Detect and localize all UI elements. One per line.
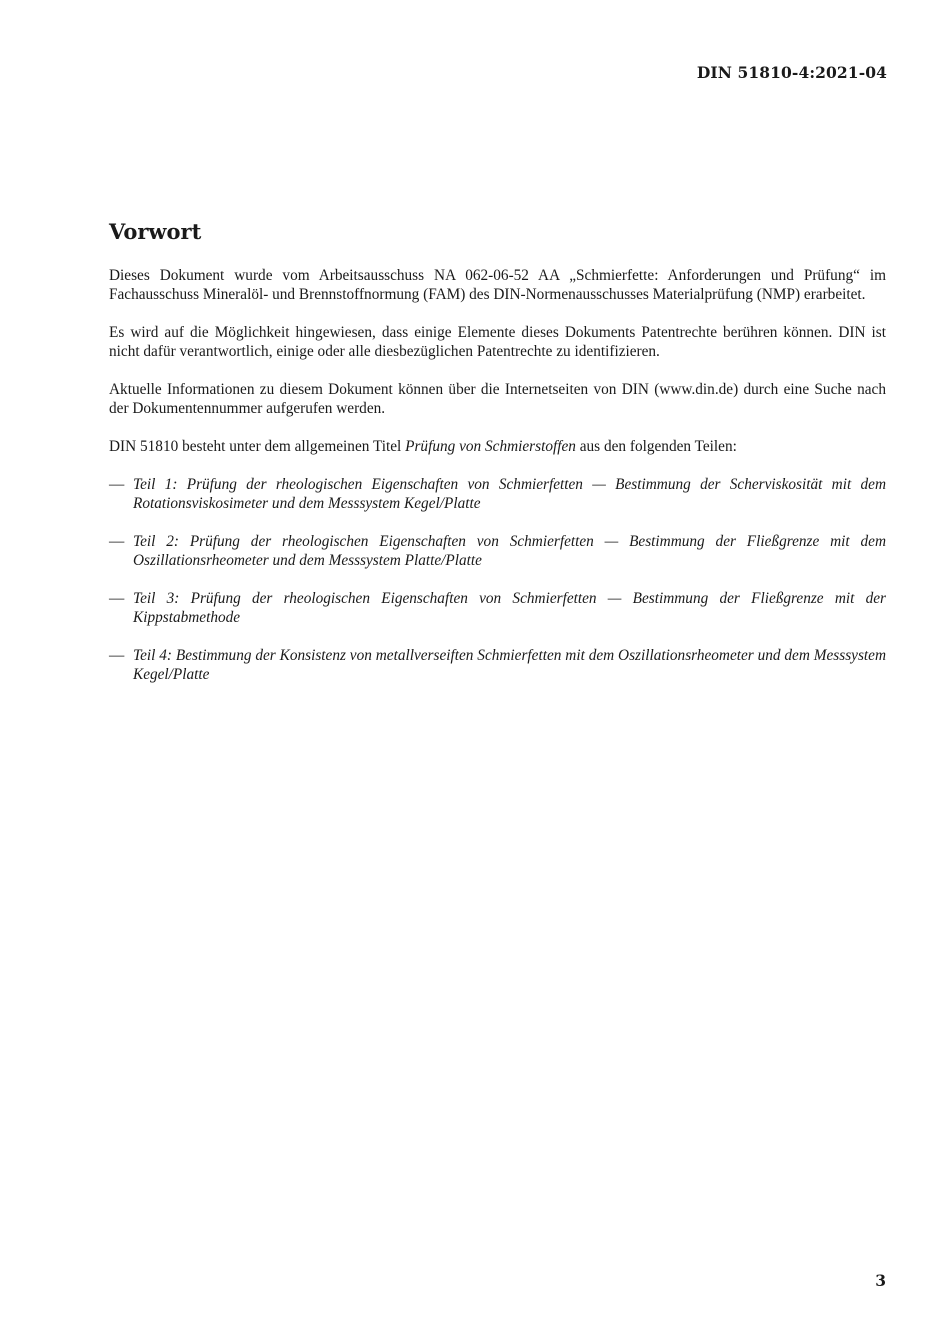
list-item-text: Teil 1: Prüfung der rheologischen Eigenschaften von Schmierfetten — Bestimmung der Scherviskosität mit dem Rotationsviskosimeter und dem Messsystem Kegel/Platte (133, 476, 886, 512)
page-number: 3 (875, 1271, 886, 1290)
paragraph-patent-notice: Es wird auf die Möglichkeit hingewiesen, dass einige Elemente dieses Dokuments Patentrechte berühren können. DIN ist nicht dafür verantwortlich, einige oder alle diesbezüglichen Patentrechte zu identifizieren. (109, 324, 886, 360)
list-item (109, 475, 886, 513)
list-dash: — (109, 476, 125, 493)
parts-intro-after: aus den folgenden Teilen: (575, 438, 737, 455)
list-item-text: Teil 3: Prüfung der rheologischen Eigenschaften von Schmierfetten — Bestimmung der Fließgrenze mit der Kippstabmethode (133, 590, 886, 626)
list-item (109, 532, 886, 570)
list-item (109, 646, 886, 684)
document-id: DIN 51810-4:2021-04 (696, 63, 887, 82)
list-item-text: Teil 2: Prüfung der rheologischen Eigenschaften von Schmierfetten — Bestimmung der Fließgrenze mit dem Oszillationsrheometer und dem Messsystem Platte/Platte (133, 533, 886, 569)
parts-intro-before: DIN 51810 besteht unter dem allgemeinen Titel (109, 438, 406, 455)
parts-list (109, 475, 886, 684)
list-dash: — (109, 533, 125, 550)
parts-intro-title: Prüfung von Schmierstoffen (405, 438, 576, 455)
list-dash: — (109, 590, 125, 607)
page-content (109, 218, 886, 703)
list-item (109, 589, 886, 627)
paragraph-committee: Dieses Dokument wurde vom Arbeitsausschuss NA 062-06-52 AA „Schmierfette: Anforderungen und Prüfung“ im Fachausschuss Mineralöl- und Brennstoffnormung (FAM) des DIN-Normenausschusses Materialprüfung (NMP) erarbeitet. (109, 267, 886, 303)
list-item-text: Teil 4: Bestimmung der Konsistenz von metallverseiften Schmierfetten mit dem Oszillationsrheometer und dem Messsystem Kegel/Platte (133, 647, 886, 683)
paragraph-current-info: Aktuelle Informationen zu diesem Dokument können über die Internetseiten von DIN (www.din.de) durch eine Suche nach der Dokumentennummer aufgerufen werden. (109, 381, 886, 417)
list-dash: — (109, 647, 125, 664)
section-title: Vorwort (109, 219, 202, 244)
paragraph-parts-intro (109, 437, 886, 456)
